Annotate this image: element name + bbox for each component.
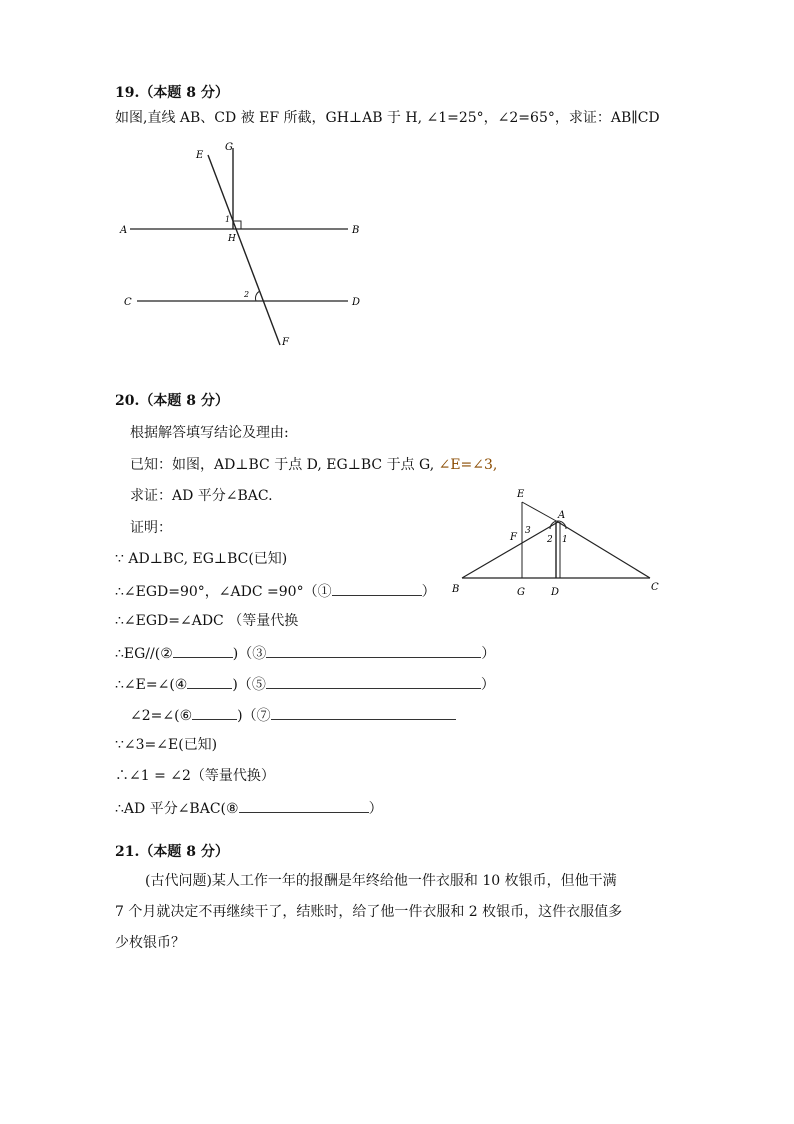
blank-1-marker[interactable]: ① (317, 584, 332, 600)
label-B: B (352, 225, 360, 236)
blank-7-marker[interactable]: ⑦ (256, 708, 271, 724)
line-ea (522, 502, 558, 522)
fig20-label-C: C (651, 582, 659, 593)
blank-6-marker[interactable]: ⑥ (179, 708, 193, 724)
step9-text: ∴AD 平分∠BAC( (115, 801, 226, 817)
blank-7[interactable] (271, 705, 456, 720)
q20-prove: 求证：AD 平分∠BAC. (130, 488, 273, 504)
proof-step-9 (115, 798, 383, 818)
fig20-label-E: E (517, 489, 525, 500)
label-E: E (196, 150, 204, 161)
blank-5[interactable] (266, 674, 481, 689)
q20-given-angle: ∠E=∠3, (438, 457, 498, 473)
blank-5-marker[interactable]: ⑤ (251, 677, 266, 693)
q20-instruction: 根据解答填写结论及理由: (130, 425, 289, 441)
q20-given-prefix: 已知：如图，AD⊥BC 于点 D, EG⊥BC 于点 G, (130, 457, 439, 473)
fig20-label-3: 3 (525, 526, 531, 536)
step4-text: ∴EG//( (115, 646, 161, 662)
q21-heading: 21.（本题 8 分） (115, 844, 229, 860)
fig20-label-D: D (551, 587, 560, 598)
label-A: A (120, 225, 128, 236)
blank-8[interactable] (239, 798, 369, 813)
q20-heading: 20.（本题 8 分） (115, 393, 229, 409)
step5-close: ） (480, 677, 495, 693)
blank-3-marker[interactable]: ③ (252, 646, 267, 662)
proof-step-5 (115, 674, 495, 694)
label-F: F (282, 337, 289, 348)
q19-figure (110, 138, 370, 353)
q20-figure (450, 485, 670, 600)
fig20-label-G: G (517, 587, 525, 598)
proof-step-3: ∴∠EGD=∠ADC （等量代换 (115, 613, 299, 629)
blank-8-marker[interactable]: ⑧ (226, 801, 239, 817)
q20-given (130, 456, 497, 474)
proof-step-2 (115, 581, 436, 601)
label-1: 1 (225, 215, 231, 224)
q21-line1: (古代问题)某人工作一年的报酬是年终给他一件衣服和 10 枚银币，但他干满 (145, 873, 617, 889)
fig20-label-1: 1 (562, 535, 568, 545)
step9-close: ） (368, 801, 383, 817)
blank-3[interactable] (266, 643, 481, 658)
label-C: C (124, 297, 132, 308)
step4-mid: )（ (232, 646, 253, 662)
line-ef (208, 155, 280, 345)
fig20-label-B: B (452, 584, 460, 595)
step6-text: ∠2=∠( (130, 708, 180, 724)
proof-step-1: ∵ AD⊥BC, EG⊥BC(已知) (115, 551, 288, 567)
q21-line2: 7 个月就决定不再继续干了，结账时，给了他一件衣服和 2 枚银币，这件衣服值多 (115, 904, 623, 920)
step5-text: ∴∠E=∠( (115, 677, 175, 693)
proof-step-8: ∴∠1 = ∠2（等量代换） (115, 768, 275, 784)
blank-2-marker[interactable]: ② (160, 646, 173, 662)
proof-step-4 (115, 643, 495, 663)
step5-mid: )（ (232, 677, 252, 693)
label-D: D (352, 297, 361, 308)
step2-text: ∴∠EGD=90°，∠ADC =90°（ (115, 584, 318, 600)
proof-step-6 (130, 705, 456, 725)
label-2: 2 (244, 290, 250, 299)
fig20-label-2: 2 (547, 535, 553, 545)
fig20-label-F: F (510, 532, 517, 543)
line-be (462, 522, 558, 578)
q20-proof-label: 证明： (130, 520, 172, 536)
angle2-arc (255, 291, 260, 301)
q21-line3: 少枚银币？ (115, 935, 185, 951)
label-G: G (225, 142, 233, 153)
label-H: H (228, 234, 236, 244)
step4-close: ） (481, 646, 496, 662)
blank-2[interactable] (173, 643, 233, 658)
fig20-label-A: A (558, 510, 566, 521)
blank-1[interactable] (332, 581, 422, 596)
q19-heading: 19.（本题 8 分） (115, 85, 229, 101)
blank-4[interactable] (187, 674, 232, 689)
step6-mid: )（ (237, 708, 257, 724)
blank-4-marker[interactable]: ④ (174, 677, 188, 693)
q19-statement: 如图,直线 AB、CD 被 EF 所截，GH⊥AB 于 H, ∠1=25°，∠2=65°，求证：AB∥CD (115, 110, 660, 126)
line-ac (558, 522, 650, 578)
proof-step-7: ∵∠3=∠E(已知) (115, 737, 218, 753)
blank-6[interactable] (192, 705, 237, 720)
step2-close: ） (421, 584, 436, 600)
